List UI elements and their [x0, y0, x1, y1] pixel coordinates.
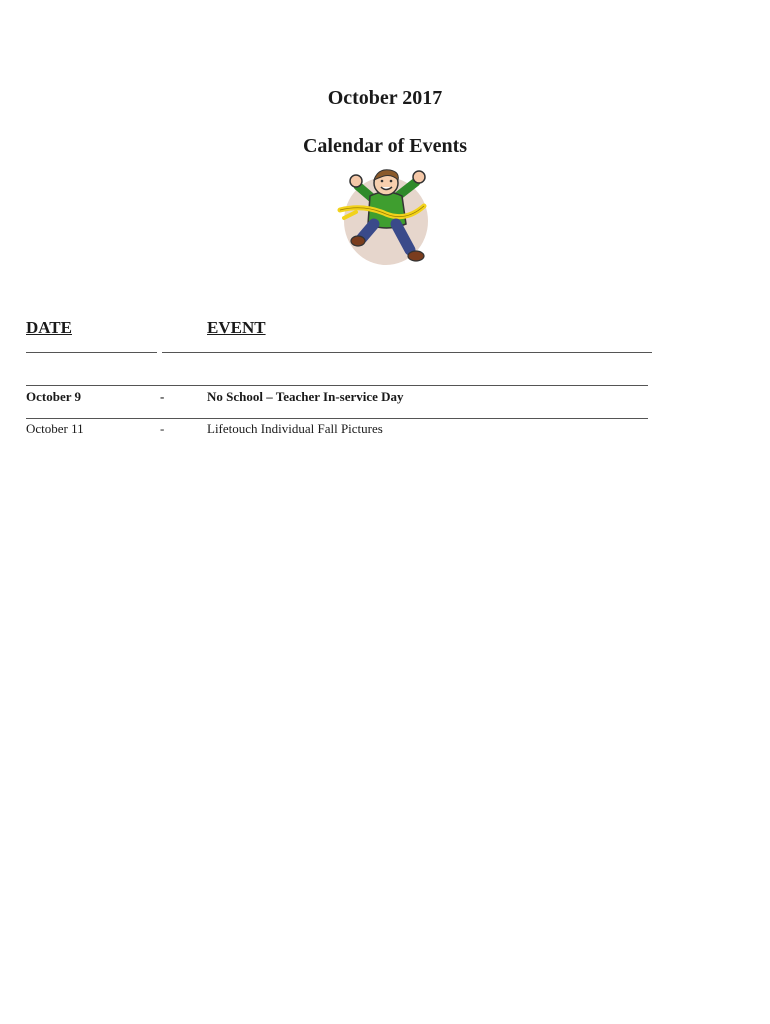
table-row-2-separator: -: [160, 421, 165, 436]
column-header-event: EVENT: [207, 318, 266, 337]
table-row-2-event: Lifetouch Individual Fall Pictures: [207, 421, 383, 436]
table-row-1-date: October 9: [26, 389, 81, 404]
table-row-1-event: No School – Teacher In-service Day: [207, 389, 404, 404]
running-boy-clipart-icon: [334, 166, 438, 270]
column-header-date: DATE: [26, 318, 72, 337]
row-divider: [26, 385, 648, 386]
header-rule-date: [26, 352, 157, 353]
table-row-2-date: October 11: [26, 421, 84, 436]
table-row-1-separator: -: [160, 389, 165, 404]
page-subtitle: Calendar of Events: [302, 135, 468, 157]
header-rule-event: [162, 352, 652, 353]
row-divider: [26, 418, 648, 419]
page-title: October 2017: [327, 87, 443, 109]
